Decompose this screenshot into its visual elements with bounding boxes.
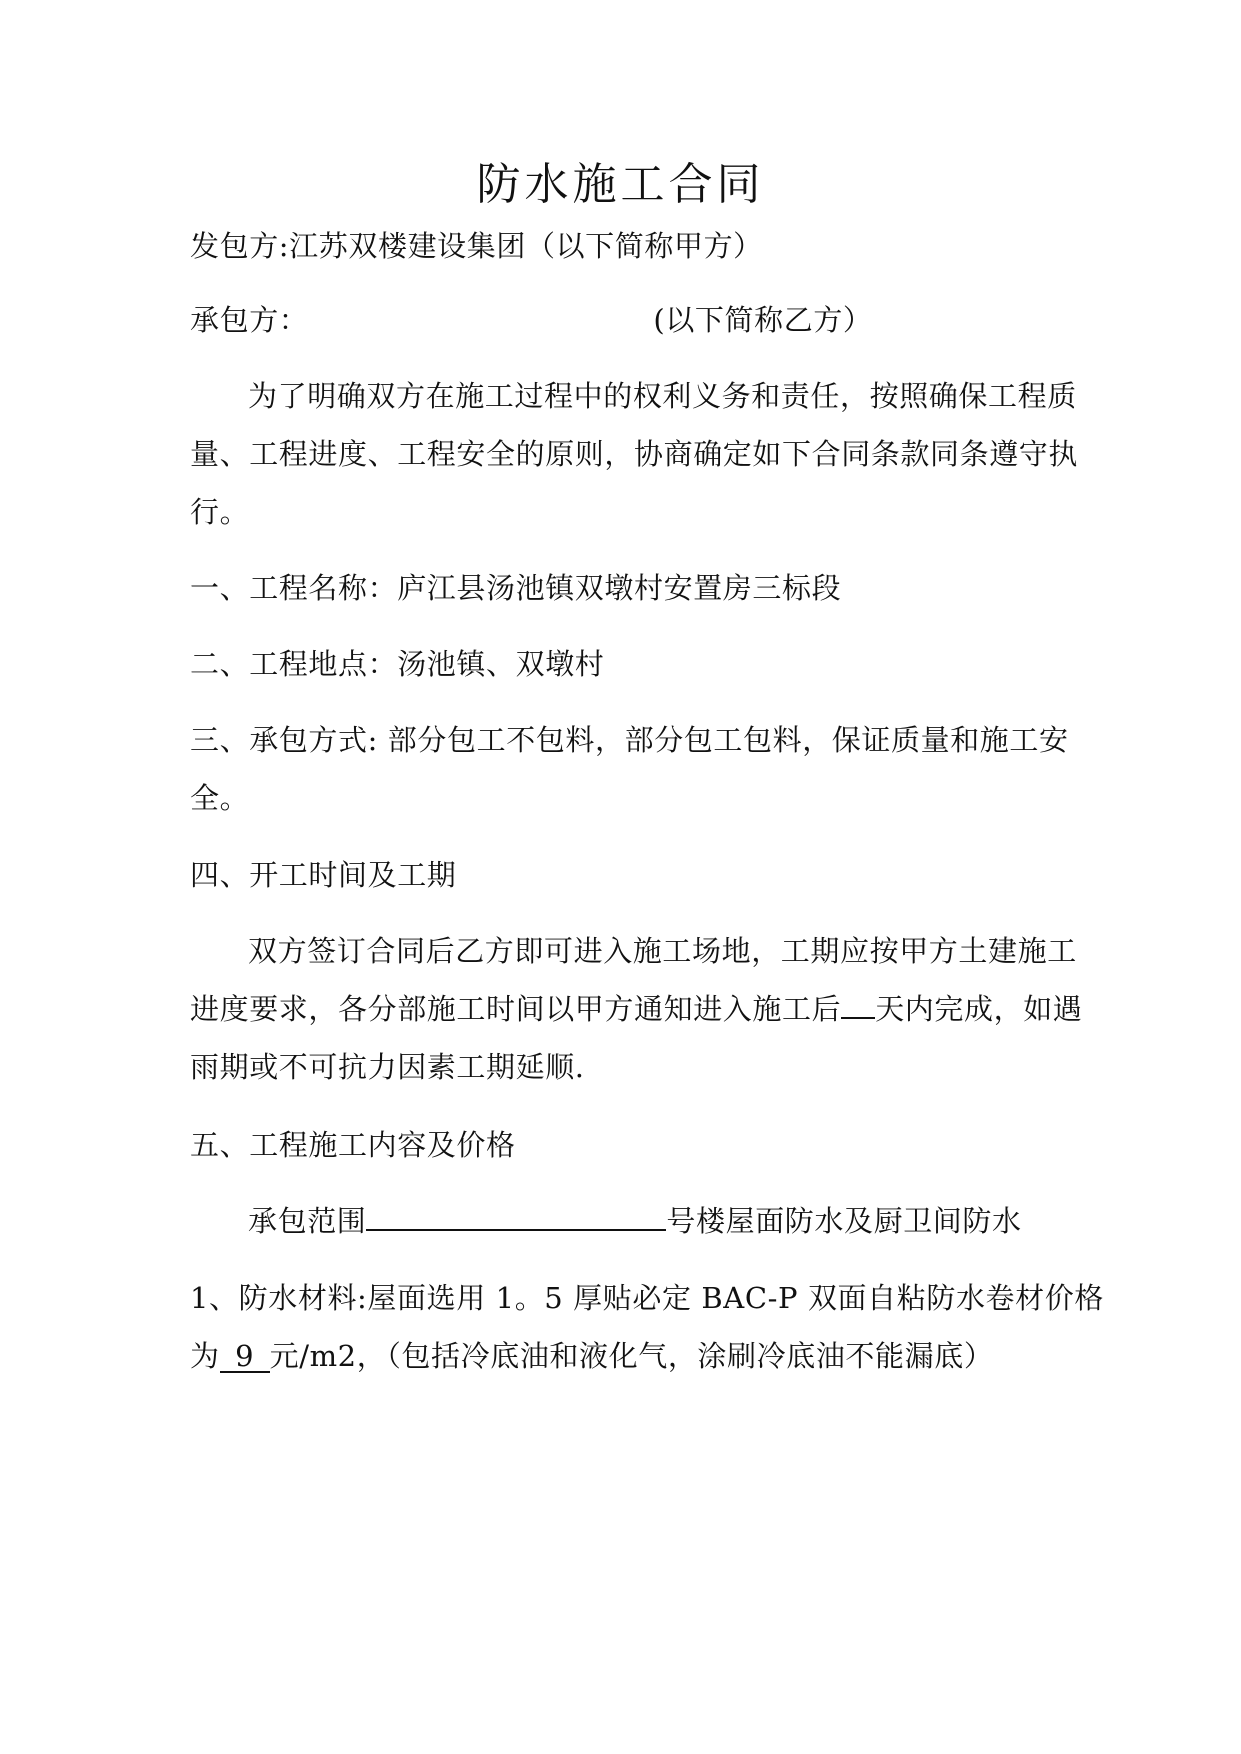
- party-a-line: [190, 228, 763, 264]
- party-b-line: [190, 302, 873, 338]
- scope-label: 承包范围: [248, 1204, 367, 1238]
- schedule-paragraph-line: 双方签订合同后乙方即可进入施工场地，工期应按甲方土建施工: [248, 934, 1077, 968]
- party-b-suffix: (以下简称乙方）: [653, 303, 873, 337]
- scope-text: 号楼屋面防水及厨卫间防水: [666, 1204, 1022, 1238]
- section-schedule-heading: 四、开工时间及工期: [190, 858, 457, 892]
- preamble-line: 量、工程进度、工程安全的原则，协商确定如下合同条款同条遵守执: [190, 437, 1079, 471]
- days-blank-field: [841, 1017, 875, 1019]
- schedule-text: 进度要求，各分部施工时间以甲方通知进入施工后: [190, 992, 842, 1026]
- section-scope-heading: 五、工程施工内容及价格: [190, 1128, 516, 1162]
- schedule-paragraph-line: 雨期或不可抗力因素工期延顺.: [190, 1050, 585, 1084]
- preamble-line: 为了明确双方在施工过程中的权利义务和责任，按照确保工程质: [248, 379, 1077, 413]
- page-title: 防水施工合同: [476, 159, 765, 210]
- building-number-blank-field: [366, 1229, 666, 1231]
- section-project-name: 一、工程名称：庐江县汤池镇双墩村安置房三标段: [190, 571, 842, 605]
- party-a-name: 江苏双楼建设集团（以下简称甲方）: [289, 229, 763, 263]
- material-item-line: 1、防水材料:屋面选用 1。5 厚贴必定 BAC-P 双面自粘防水卷材价格: [190, 1281, 1104, 1315]
- material-text: 为: [190, 1339, 220, 1373]
- scope-line: [248, 1203, 1022, 1239]
- party-a-label: 发包方:: [190, 229, 290, 263]
- preamble-line: 行。: [190, 495, 250, 529]
- schedule-text: 天内完成，如遇: [875, 992, 1083, 1026]
- section-project-location: 二、工程地点：汤池镇、双墩村: [190, 647, 605, 681]
- schedule-paragraph-line: [190, 991, 1082, 1027]
- price-field: 9: [220, 1341, 270, 1373]
- material-item-line: [190, 1338, 993, 1374]
- material-text: 元/m2，（包括冷底油和液化气，涂刷冷底油不能漏底）: [269, 1339, 994, 1373]
- party-b-label: 承包方：: [190, 303, 309, 337]
- section-contract-method: 三、承包方式: 部分包工不包料，部分包工包料，保证质量和施工安: [190, 723, 1069, 757]
- section-contract-method-cont: 全。: [190, 781, 250, 815]
